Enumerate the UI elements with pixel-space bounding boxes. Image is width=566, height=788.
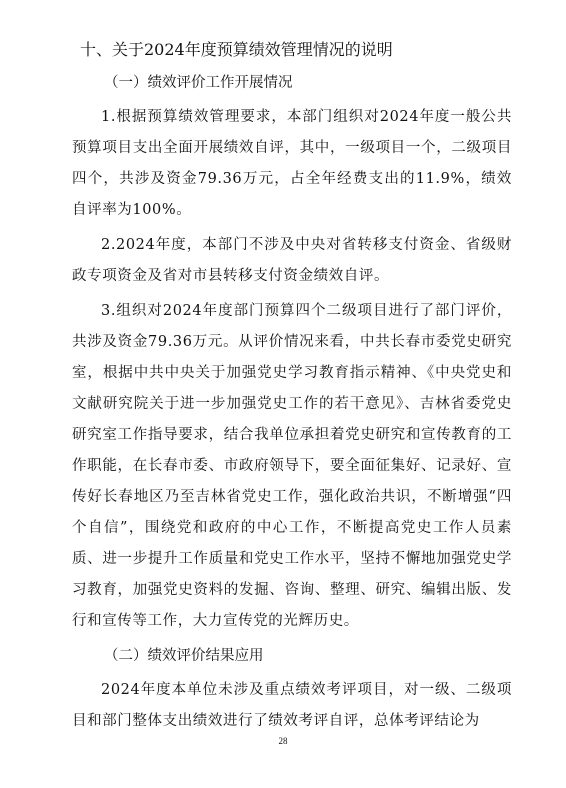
page-content — [72, 35, 512, 741]
paragraph-self-evaluation: 1.根据预算绩效管理要求，本部门组织对2024年度一般公共预算项目支出全面开展绩效自评，其中，一级项目一个，二级项目四个，共涉及资金79.36万元，占全年经费支出的11.9%，绩效自评率为100%。 — [72, 109, 512, 218]
paragraph-result-application: 2024年度本单位未涉及重点绩效考评项目，对一级、二级项目和部门整体支出绩效进行了绩效考评自评，总体考评结论为 — [72, 682, 512, 729]
paragraph-department-evaluation: 3.组织对2024年度部门预算四个二级项目进行了部门评价，共涉及资金79.36万元。从评价情况来看，中共长春市委党史研究室，根据中共中央关于加强党史学习教育指示精神、《中央党史和文献研究院关于进一步加强党史工作的若干意见》、吉林省委党史研究室工作指导要求，结合我单位承担着党史研究和宣传教育的工作职能，在长春市委、市政府领导下，要全面征集好、记录好、宣传好长春地区乃至吉林省党史工作，强化政治共识，不断增强“四个自信”，围绕党和政府的中心工作，不断提高党史工作人员素质、进一步提升工作质量和党史工作水平，坚持不懈地加强党史学习教育，加强党史资料的发掘、咨询、整理、研究、编辑出版、发行和宣传等工作，大力宣传党的光辉历史。 — [72, 303, 512, 629]
subsection-title-result-application: （二）绩效评价结果应用 — [104, 648, 264, 664]
page-number: 28 — [278, 736, 288, 746]
paragraph-transfer-funds: 2.2024年度，本部门不涉及中央对省转移支付资金、省级财政专项资金及省对市县转移支付资金绩效自评。 — [72, 237, 512, 284]
subsection-title-performance-evaluation: （一）绩效评价工作开展情况 — [104, 75, 293, 91]
section-title: 十、关于2024年度预算绩效管理情况的说明 — [80, 40, 393, 59]
